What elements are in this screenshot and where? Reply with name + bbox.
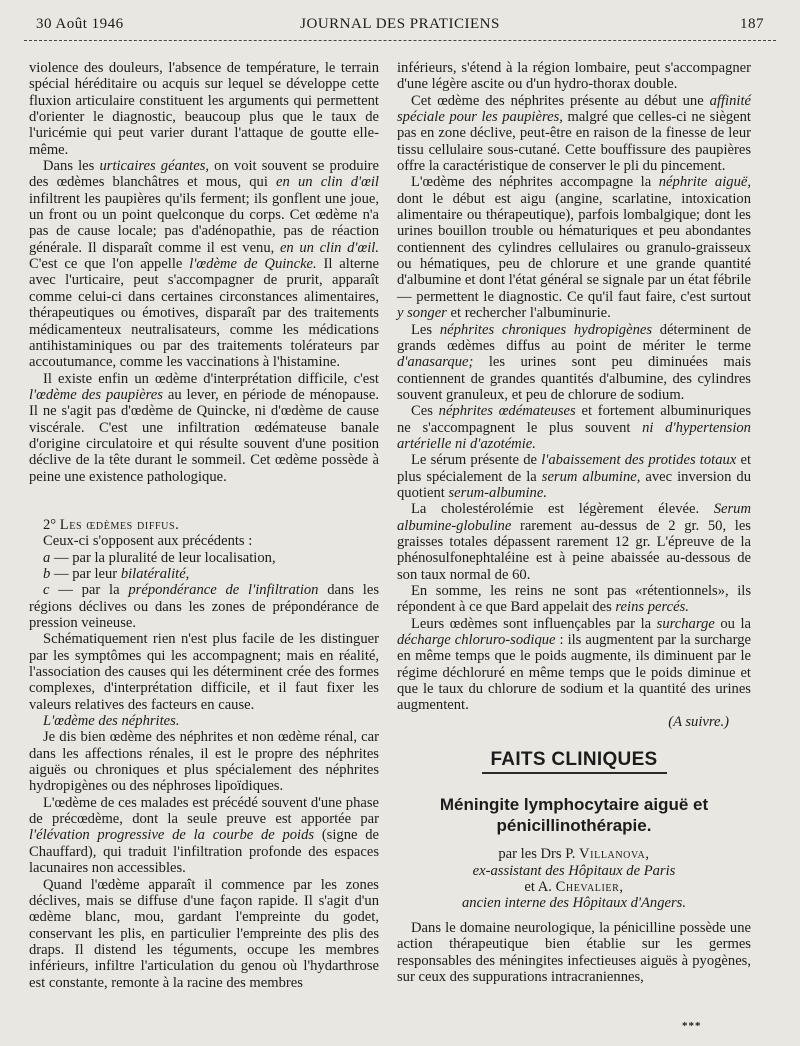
text-run: (signe de Chauffard), qui traduit l'infiltration profonde des espaces lacunaires non accessibles. — [29, 827, 379, 877]
text-run: Cet œdème des néphrites présente au début une — [411, 92, 710, 109]
italic-run: l'œdème des paupières — [29, 386, 163, 403]
list-item — [29, 550, 379, 566]
smallcaps-run: Villanova, — [579, 846, 650, 863]
text-run: L'œdème de ces malades est précédé souvent d'une phase de précœdème, dont la seule preuve est apportée par — [29, 794, 379, 828]
italic-run: Serum albumine-globuline — [397, 501, 751, 534]
article-title — [397, 794, 751, 836]
italic-run: y songer — [397, 305, 447, 322]
text-run: on voit souvent se produire des œdèmes blanchâtres et mous, qui — [29, 158, 379, 191]
italic-run: c — [43, 582, 50, 599]
italic-run: décharge chloruro-sodique — [397, 632, 556, 649]
paragraph — [29, 729, 379, 794]
byline-authors — [397, 879, 751, 895]
italic-run: affinité spéciale pour les paupières, — [397, 92, 751, 126]
paragraph — [29, 631, 379, 713]
list-item — [29, 566, 379, 582]
italic-run: b — [43, 565, 51, 582]
italic-run: ex-assistant des Hôpitaux de Paris — [472, 862, 676, 879]
text-run: rarement au-dessus de 2 gr. 50, les graisses totales dépassent rarement 12 gr. L'épreuve de la phénosulfonephtaléine est à peine abaissée au-dessous de son taux normal de 60. — [397, 517, 751, 583]
text-run: Dans les — [43, 158, 100, 175]
text-run: Quand l'œdème apparaît il commence par les zones déclives, mais se diffuse d'une façon rapide. Il s'agit d'un œdème blanc, mou, gardant l'empreinte du godet, conservant les plis, en particulier l'empreinte des plis des draps. Il distend les téguments, occupe les membres inférieurs, infiltre l'articulation du genou où l'hydarthrose est constante, remonte à la racine des membres — [29, 876, 379, 991]
italic-run: urticaires géantes, — [99, 158, 210, 175]
paragraph — [29, 795, 379, 877]
italic-run: néphrites chroniques hydropigènes — [439, 321, 653, 338]
paragraph — [397, 501, 751, 583]
smallcaps-run: Chevalier, — [555, 879, 624, 896]
text-run: et rechercher l'albuminurie. — [446, 305, 611, 322]
italic-run: L'œdème des néphrites. — [43, 713, 180, 730]
text-run: au lever, en période de ménopause. Il ne s'agit pas d'œdème de Quincke, ni d'œdème de cause viscérale. C'est une infiltration œdémateuse banale d'origine circulatoire et qui résulte souvent d'une position déclive de la tête durant le sommeil. Cet œdème possède à peine une existence pathologique. — [29, 386, 379, 485]
paragraph — [397, 920, 751, 985]
page-header — [24, 16, 776, 40]
paragraph — [29, 371, 379, 485]
text-run: les urines sont peu diminuées mais contiennent de grandes quantités d'albumine, des cylindres souvent granuleux, et peu de chlorure de sodium. — [397, 354, 751, 403]
text-run: Il existe enfin un œdème d'interprétation difficile, c'est — [43, 370, 379, 387]
text-run: et fortement albuminuriques ne s'accompagnent le plus souvent — [397, 403, 751, 436]
spacer — [29, 485, 379, 501]
text-run: dont le début est aigu (angine, scarlatine, intoxication alimentaire ou thérapeutique), parfois lombalgique; dont les urines bouillon trouble ou hématuriques et peu abondantes contiennent des cylindres cellulaires ou granulo-graisseux ou hématiques, peu de chlorure et une grande quantité d'albumine et dont l'état général se signale par un état fébrile — permettent le diagnostic. Ce qu'il faut faire, c'est surtout — [397, 190, 751, 305]
text-run: Schématiquement rien n'est plus facile de les distinguer par les symptômes qui les accompagnent; mais en réalité, l'association des causes qui les déterminent crée des formes complexes, d'interprétation difficile, et il faut fixer les valeurs relatives des facteurs en cause. — [29, 631, 379, 713]
text-run: Leurs œdèmes sont influençables par la — [411, 615, 657, 632]
paragraph — [397, 452, 751, 501]
smallcaps-run: Les œdèmes diffus. — [59, 516, 180, 533]
italic-run: l'œdème de Quincke. — [189, 256, 317, 273]
header-rule — [24, 40, 776, 41]
paragraph — [29, 158, 379, 370]
banner-rule — [482, 772, 667, 774]
text-run: C'est ce que l'on appelle — [29, 256, 190, 273]
italic-run: néphrite aiguë, — [658, 174, 751, 191]
header-date: 30 Août 1946 — [36, 16, 124, 32]
spacer — [397, 912, 751, 920]
italic-run: l'élévation progressive de la courbe de poids — [29, 827, 315, 844]
text-run: 2° — [43, 516, 60, 533]
text-run: Le sérum présente de — [411, 452, 542, 469]
paragraph — [29, 877, 379, 991]
paragraph — [29, 60, 379, 158]
to-be-continued: (A suivre.) — [668, 713, 729, 730]
text-run: En somme, les reins ne sont pas «rétentionnels», ils répondent à ce que Bard appelait des — [397, 583, 751, 616]
text-run: Dans le domaine neurologique, la pénicilline possède une action thérapeutique bien établie sur les germes responsables des méningites infectieuses aiguës à pyogènes, sur ceux des suppurations intracraniennes, — [397, 919, 751, 985]
byline-affiliation — [397, 895, 751, 911]
paragraph — [397, 322, 751, 404]
paragraph — [397, 583, 751, 616]
text-run: L'œdème des néphrites accompagne la — [411, 174, 659, 191]
paragraph — [397, 616, 751, 714]
text-run: — par la — [49, 582, 129, 599]
text-run: et A. — [524, 879, 556, 896]
paragraph — [397, 174, 751, 321]
right-column — [397, 60, 751, 985]
italic-run: serum albumine, — [541, 468, 641, 485]
text-run: déterminent de grands œdèmes diffus au point de mériter le terme — [397, 321, 751, 354]
text-run: malgré que celles-ci ne siègent pas en zone déclive, peut-être en raison de la finesse de leur tissu cellulaire sous-cutané. Cette bouffissure des paupières offre la caractéristique de conserver le pli du pincement. — [397, 109, 751, 175]
text-run: avec inversion du quotient — [397, 468, 751, 501]
italic-run: l'abaissement des protides totaux — [541, 452, 737, 469]
italic-run: en un clin d'œil — [276, 174, 379, 191]
text-run: par les Drs P. — [498, 846, 580, 863]
text-run: Ceux-ci s'opposent aux précédents : — [43, 533, 253, 550]
italic-run: en un clin d'œil. — [279, 239, 379, 256]
section-banner: FAITS CLINIQUES — [490, 749, 658, 771]
text-run: Je dis bien œdème des néphrites et non œdème rénal, car dans les affections rénales, il est le propre des néphrites aiguës ou chroniques et plus spécialement des néphrites hydropigènes ou des néphroses lipoïdiques. — [29, 729, 379, 795]
left-column — [29, 60, 379, 991]
text-run: : ils augmentent par la surcharge en même temps que le poids augmente, ils diminuent par le régime déchloruré en même temps que le poids diminue et que le taux du chlorure de sodium et la quantité des urines augmentent. — [397, 632, 751, 714]
italic-run: serum-albumine. — [448, 484, 547, 501]
italic-run: prépondérance de l'infiltration — [128, 582, 319, 599]
italic-run: ni d'hypertension artérielle ni d'azotémie. — [397, 419, 751, 452]
article-title-line: Méningite lymphocytaire aiguë et — [439, 795, 709, 815]
byline-affiliation — [397, 863, 751, 879]
journal-title: JOURNAL DES PRATICIENS — [300, 16, 500, 32]
italic-run: néphrites œdémateuses — [438, 403, 576, 420]
text-run: dans les régions déclives ou dans les zones de prépondérance de pression veineuse. — [29, 582, 380, 631]
paragraph — [397, 60, 751, 93]
italic-run: surcharge — [656, 615, 715, 632]
subheading — [29, 713, 379, 729]
list-item — [29, 582, 379, 631]
paragraph — [397, 403, 751, 452]
byline-authors — [397, 846, 751, 862]
text-run: inférieurs, s'étend à la région lombaire, peut s'accompagner d'une légère ascite ou d'un hydro-thorax double. — [397, 60, 751, 93]
italic-run: reins percés. — [615, 599, 689, 616]
italic-run: d'anasarque; — [397, 354, 474, 371]
text-run: — par la pluralité de leur localisation, — [50, 549, 276, 566]
text-run: La cholestérolémie est légèrement élevée. — [411, 501, 714, 518]
text-run: — par leur — [50, 565, 121, 582]
text-run: Il alterne avec l'urticaire, peut s'accompagner de prurit, apparaît comme celui-ci dans certaines circonstances alimentaires, thérapeutiques ou émotives, disparaît par des traitements médicamenteux neutralisateurs, comme les médications antihistaminiques ou par des traitements tolérateurs par accoutumance, comme les vaccinations à l'histamine. — [29, 256, 379, 371]
footer-mark: *** — [682, 1020, 702, 1032]
text-run: ou la — [714, 615, 751, 632]
text-run: Les — [411, 321, 440, 338]
text-run: violence des douleurs, l'absence de température, le terrain spécial héréditaire ou acquis sur lequel se développe cette fluxion articulaire constituent les arguments qui permettent d'orienter le diagnostic, beaucoup plus que le taux de l'uricémie qui peut varier durant l'attaque de goutte elle-même. — [29, 60, 379, 158]
italic-run: bilatéralité, — [120, 565, 190, 582]
text-run: Ces — [411, 403, 439, 420]
text-run: infiltrent les paupières qu'ils ferment; ils gonflent une joue, un front ou un point quelconque du corps. Cet œdème n'a pas de cause locale; pas d'adénopathie, pas de réaction générale. Il disparaît comme il est venu, — [29, 190, 379, 256]
page-number: 187 — [740, 16, 764, 32]
article-title-line: pénicillinothérapie. — [496, 816, 652, 836]
paragraph — [397, 93, 751, 175]
paragraph — [29, 533, 379, 549]
italic-run: a — [43, 549, 51, 566]
text-run: et plus spécialement de la — [397, 452, 752, 485]
section-heading — [29, 517, 379, 533]
italic-run: ancien interne des Hôpitaux d'Angers. — [461, 895, 686, 912]
